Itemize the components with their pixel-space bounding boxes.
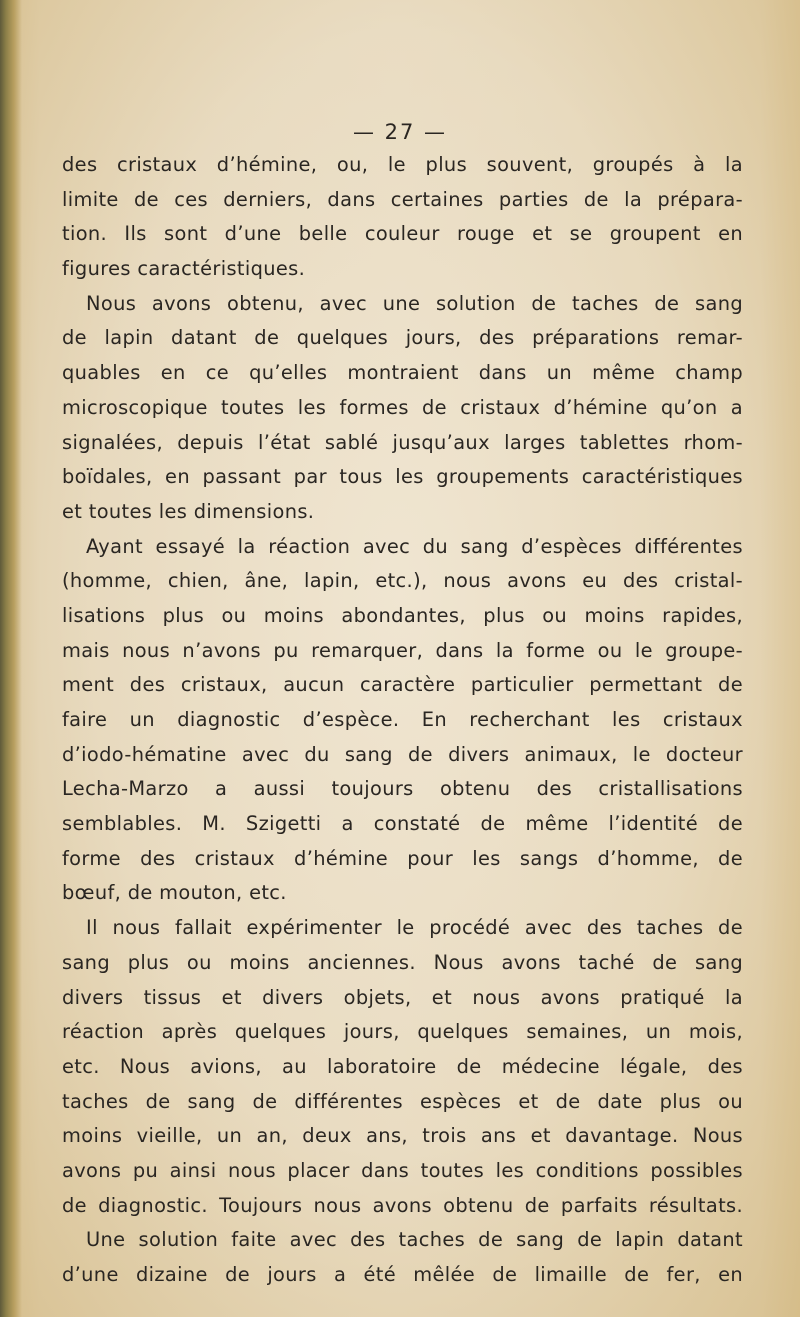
- page-binding-edge: [0, 0, 22, 1317]
- text-line: de diagnostic. Toujours nous avons obtenu de parfaits résultats.: [62, 1193, 743, 1217]
- text-line: mais nous n’avons pu remarquer, dans la forme ou le groupe-: [62, 638, 743, 662]
- text-line: avons pu ainsi nous placer dans toutes les conditions possibles: [62, 1158, 743, 1182]
- text-line: moins vieille, un an, deux ans, trois ans et davantage. Nous: [62, 1124, 743, 1148]
- text-line: sang plus ou moins anciennes. Nous avons taché de sang: [62, 950, 743, 974]
- text-line: limite de ces derniers, dans certaines parties de la prépara-: [62, 187, 743, 211]
- text-line: microscopique toutes les formes de cristaux d’hémine qu’on a: [62, 395, 743, 419]
- text-line: quables en ce qu’elles montraient dans un même champ: [62, 361, 743, 385]
- text-line: taches de sang de différentes espèces et de date plus ou: [62, 1089, 743, 1113]
- text-line: Une solution faite avec des taches de sang de lapin datant: [86, 1228, 743, 1252]
- page-number: — 27 —: [352, 120, 448, 144]
- body-text: [62, 148, 743, 1293]
- text-line: d’iodo-hématine avec du sang de divers animaux, le docteur: [62, 742, 743, 766]
- text-line: etc. Nous avions, au laboratoire de médecine légale, des: [62, 1054, 743, 1078]
- text-line: d’une dizaine de jours a été mêlée de limaille de fer, en: [62, 1263, 743, 1286]
- text-line: bœuf, de mouton, etc.: [62, 881, 287, 905]
- text-line: (homme, chien, âne, lapin, etc.), nous avons eu des cristal-: [62, 569, 743, 593]
- text-line: ment des cristaux, aucun caractère particulier permettant de: [62, 673, 743, 697]
- text-line: figures caractéristiques.: [62, 257, 306, 281]
- text-line: des cristaux d’hémine, ou, le plus souvent, groupés à la: [62, 153, 743, 176]
- text-line: Lecha-Marzo a aussi toujours obtenu des cristallisations: [62, 777, 743, 801]
- text-line: boïdales, en passant par tous les groupements caractéristiques: [62, 465, 743, 489]
- text-line: réaction après quelques jours, quelques semaines, un mois,: [62, 1020, 743, 1044]
- text-line: tion. Ils sont d’une belle couleur rouge et se groupent en: [62, 222, 743, 246]
- text-line: forme des cristaux d’hémine pour les sangs d’homme, de: [62, 846, 743, 870]
- text-line: de lapin datant de quelques jours, des préparations remar-: [62, 326, 743, 350]
- text-line: divers tissus et divers objets, et nous avons pratiqué la: [62, 985, 743, 1009]
- text-line: semblables. M. Szigetti a constaté de même l’identité de: [62, 812, 743, 836]
- text-line: lisations plus ou moins abondantes, plus ou moins rapides,: [62, 603, 743, 627]
- text-line: et toutes les dimensions.: [62, 499, 315, 523]
- text-line: Il nous fallait expérimenter le procédé avec des taches de: [86, 916, 743, 940]
- text-line: Nous avons obtenu, avec une solution de taches de sang: [86, 291, 743, 315]
- text-line: Ayant essayé la réaction avec du sang d’espèces différentes: [86, 534, 743, 558]
- text-line: signalées, depuis l’état sablé jusqu’aux larges tablettes rhom-: [62, 430, 743, 454]
- text-line: faire un diagnostic d’espèce. En recherchant les cristaux: [62, 708, 743, 731]
